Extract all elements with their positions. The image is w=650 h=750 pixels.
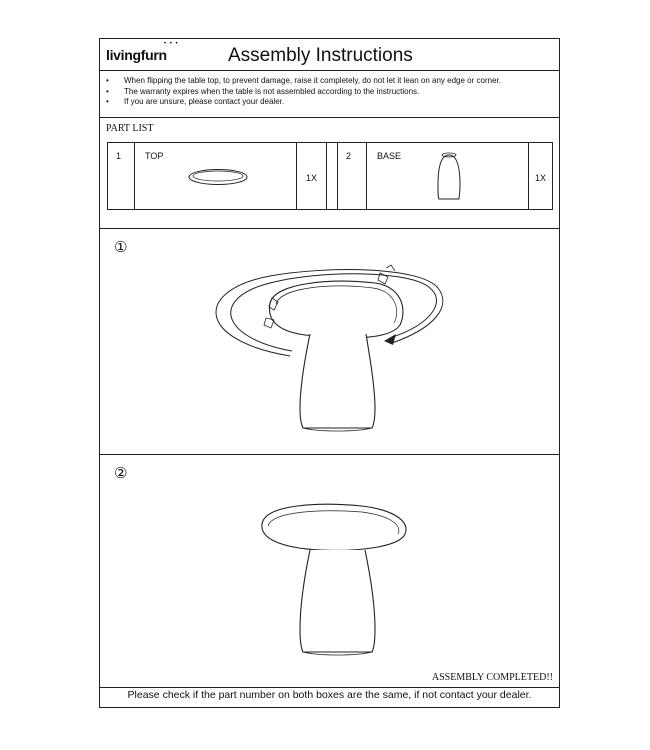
divider [100,70,559,71]
header [100,39,559,73]
bullet: • [106,97,109,106]
divider [100,117,559,118]
note-item [106,87,551,98]
step-1 [100,228,559,454]
notes-list [106,76,551,108]
part-number-cell [108,143,135,209]
step-number: ① [114,238,128,256]
part-spacer [327,143,338,209]
table-top-icon [135,143,297,211]
page-title: Assembly Instructions [228,45,413,66]
part-quantity-cell [297,143,327,209]
step-2 [100,454,559,689]
part-name: TOP [145,151,164,161]
part-list-table [107,142,553,210]
step-number: ② [114,464,128,482]
table-base-icon [367,143,529,211]
brand-mark: • • • [164,41,179,47]
bullet: • [106,86,109,96]
brand-logo: livingfurn [106,47,167,63]
part-number-cell [338,143,367,209]
note-text: If you are unsure, please contact your dealer. [124,97,285,106]
part-name-cell [367,143,529,209]
part-number: 1 [116,151,122,161]
divider [100,687,559,688]
part-quantity: 1X [306,173,318,183]
part-quantity-cell [529,143,554,209]
part-number: 2 [346,151,352,161]
note-item [106,76,551,87]
note-text: The warranty expires when the table is not assembled according to the instructions. [124,86,420,96]
instruction-sheet [99,38,560,708]
bullet: • [106,76,109,85]
part-quantity: 1X [535,173,547,183]
step-1-illustration [100,228,561,454]
note-text: When flipping the table top, to prevent damage, raise it completely, do not let it lean on any edge or corner. [124,76,501,85]
part-list-label: PART LIST [106,123,154,134]
step-2-illustration [100,454,561,689]
part-name: BASE [377,151,402,161]
part-name-cell [135,143,297,209]
assembly-completed-label: ASSEMBLY COMPLETED!! [431,672,553,683]
note-item [106,97,551,108]
footer-note: Please check if the part number on both boxes are the same, if not contact your dealer. [127,689,532,701]
